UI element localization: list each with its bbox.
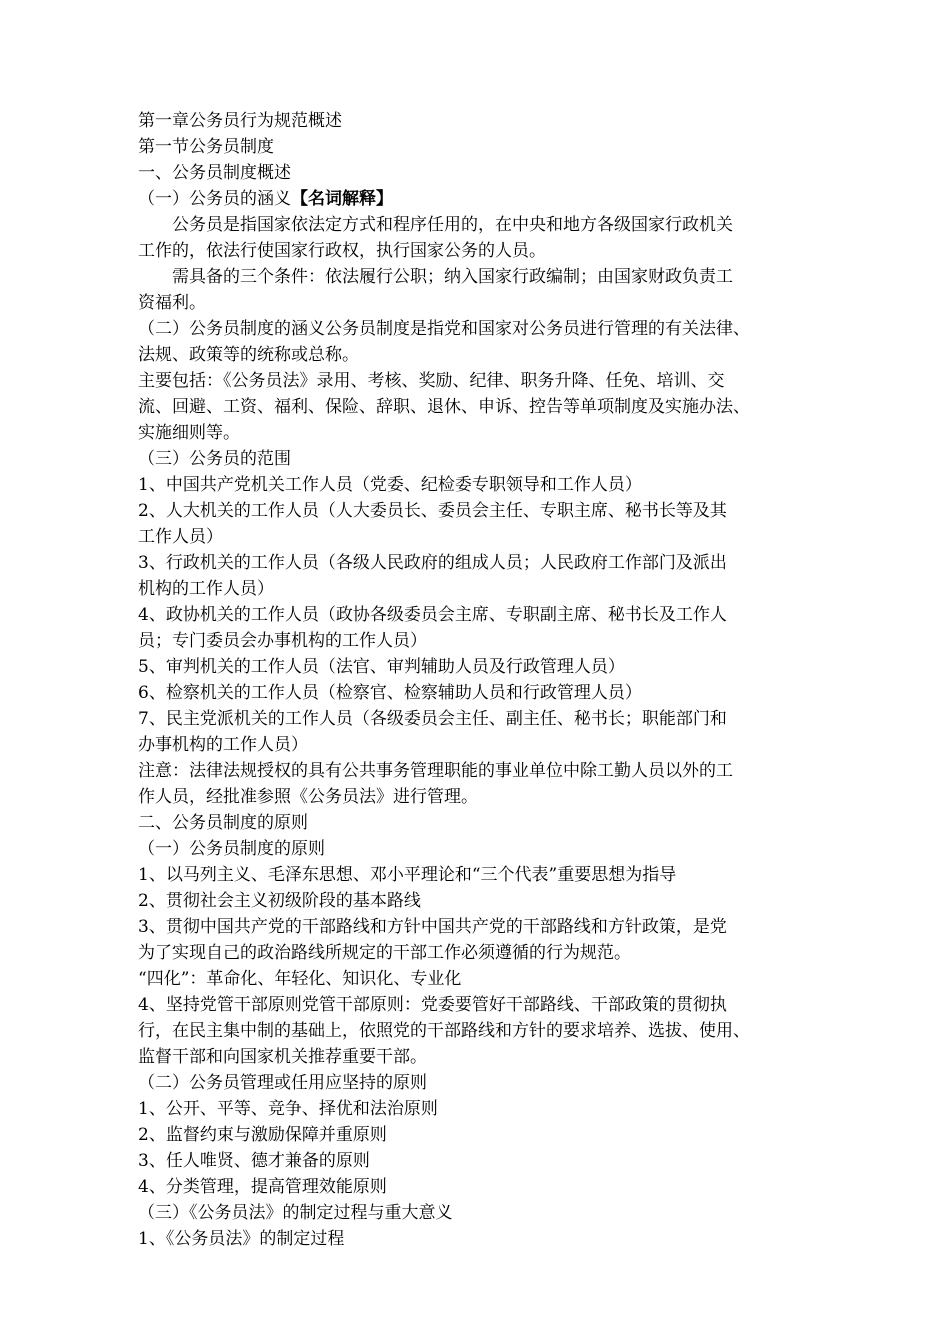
- list-item: 1、中国共产党机关工作人员（党委、纪检委专职领导和工作人员）: [138, 475, 642, 495]
- heading-level-2: （二）公务员制度的涵义公务员制度是指党和国家对公务员进行管理的有关法律、: [138, 319, 750, 339]
- paragraph-line: 需具备的三个条件：依法履行公职；纳入国家行政编制；由国家财政负责工: [172, 267, 733, 287]
- heading-level-1: 二、公务员制度的原则: [138, 813, 308, 833]
- list-item-continuation: 为了实现自己的政治路线所规定的干部工作必须遵循的行为规范。: [138, 943, 631, 963]
- paragraph-line: “四化”：革命化、年轻化、知识化、专业化: [138, 969, 462, 989]
- list-item: 7、民主党派机关的工作人员（各级委员会主任、副主任、秘书长；职能部门和: [138, 709, 727, 729]
- list-item: 3、行政机关的工作人员（各级人民政府的组成人员；人民政府工作部门及派出: [138, 553, 727, 573]
- document-body: [138, 108, 828, 1252]
- paragraph-line: 实施细则等。: [138, 423, 240, 443]
- section-title: 第一节公务员制度: [138, 137, 274, 157]
- paragraph-line: 资福利。: [138, 293, 206, 313]
- list-item-continuation: 监督干部和向国家机关推荐重要干部。: [138, 1047, 427, 1067]
- list-item: 3、任人唯贤、德才兼备的原则: [138, 1151, 370, 1171]
- list-item-continuation: 工作人员）: [138, 527, 223, 547]
- note-line: 作人员，经批准参照《公务员法》进行管理。: [138, 787, 478, 807]
- list-item: 5、审判机关的工作人员（法官、审判辅助人员及行政管理人员）: [138, 657, 625, 677]
- heading-level-1: 一、公务员制度概述: [138, 163, 291, 183]
- list-item: 4、政协机关的工作人员（政协各级委员会主席、专职副主席、秘书长及工作人: [138, 605, 727, 625]
- list-item-continuation: 行，在民主集中制的基础上，依照党的干部路线和方针的要求培养、选拔、使用、: [138, 1021, 750, 1041]
- list-item: 4、坚持党管干部原则党管干部原则：党委要管好干部路线、干部政策的贯彻执: [138, 995, 727, 1015]
- paragraph-line: 公务员是指国家依法定方式和程序任用的，在中央和地方各级国家行政机关: [172, 215, 733, 235]
- list-item-continuation: 办事机构的工作人员）: [138, 735, 308, 755]
- list-item-continuation: 机构的工作人员）: [138, 579, 274, 599]
- paragraph-line: 工作的，依法行使国家行政权，执行国家公务的人员。: [138, 241, 546, 261]
- paragraph-line: 流、回避、工资、福利、保险、辞职、退休、申诉、控告等单项制度及实施办法、: [138, 397, 750, 417]
- heading-text: （一）公务员的涵义: [138, 189, 291, 209]
- paragraph-line: 主要包括：《公务员法》录用、考核、奖励、纪律、职务升降、任免、培训、交: [138, 371, 725, 391]
- heading-level-2: （三）《公务员法》的制定过程与重大意义: [138, 1203, 453, 1223]
- list-item: 2、贯彻社会主义初级阶段的基本路线: [138, 891, 421, 911]
- heading-level-2: （三）公务员的范围: [138, 449, 291, 469]
- list-item: 3、贯彻中国共产党的干部路线和方针中国共产党的干部路线和方针政策，是党: [138, 917, 727, 937]
- chapter-title: 第一章公务员行为规范概述: [138, 111, 342, 131]
- list-item: 4、分类管理，提高管理效能原则: [138, 1177, 387, 1197]
- list-item: 2、监督约束与激励保障并重原则: [138, 1125, 387, 1145]
- paragraph-line: 法规、政策等的统称或总称。: [138, 345, 359, 365]
- note-line: 注意：法律法规授权的具有公共事务管理职能的事业单位中除工勤人员以外的工: [138, 761, 733, 781]
- list-item: 1、以马列主义、毛泽东思想、邓小平理论和“三个代表”重要思想为指导: [138, 865, 677, 885]
- list-item: 1、《公务员法》的制定过程: [138, 1229, 345, 1249]
- heading-level-2: （二）公务员管理或任用应坚持的原则: [138, 1073, 427, 1093]
- list-item: 2、人大机关的工作人员（人大委员长、委员会主任、专职主席、秘书长等及其: [138, 501, 727, 521]
- heading-level-2: （一）公务员制度的原则: [138, 839, 325, 859]
- list-item: 6、检察机关的工作人员（检察官、检察辅助人员和行政管理人员）: [138, 683, 642, 703]
- list-item-continuation: 员；专门委员会办事机构的工作人员）: [138, 631, 427, 651]
- term-label: 【名词解释】: [291, 189, 393, 209]
- list-item: 1、公开、平等、竞争、择优和法治原则: [138, 1099, 438, 1119]
- heading-level-2: [138, 186, 828, 212]
